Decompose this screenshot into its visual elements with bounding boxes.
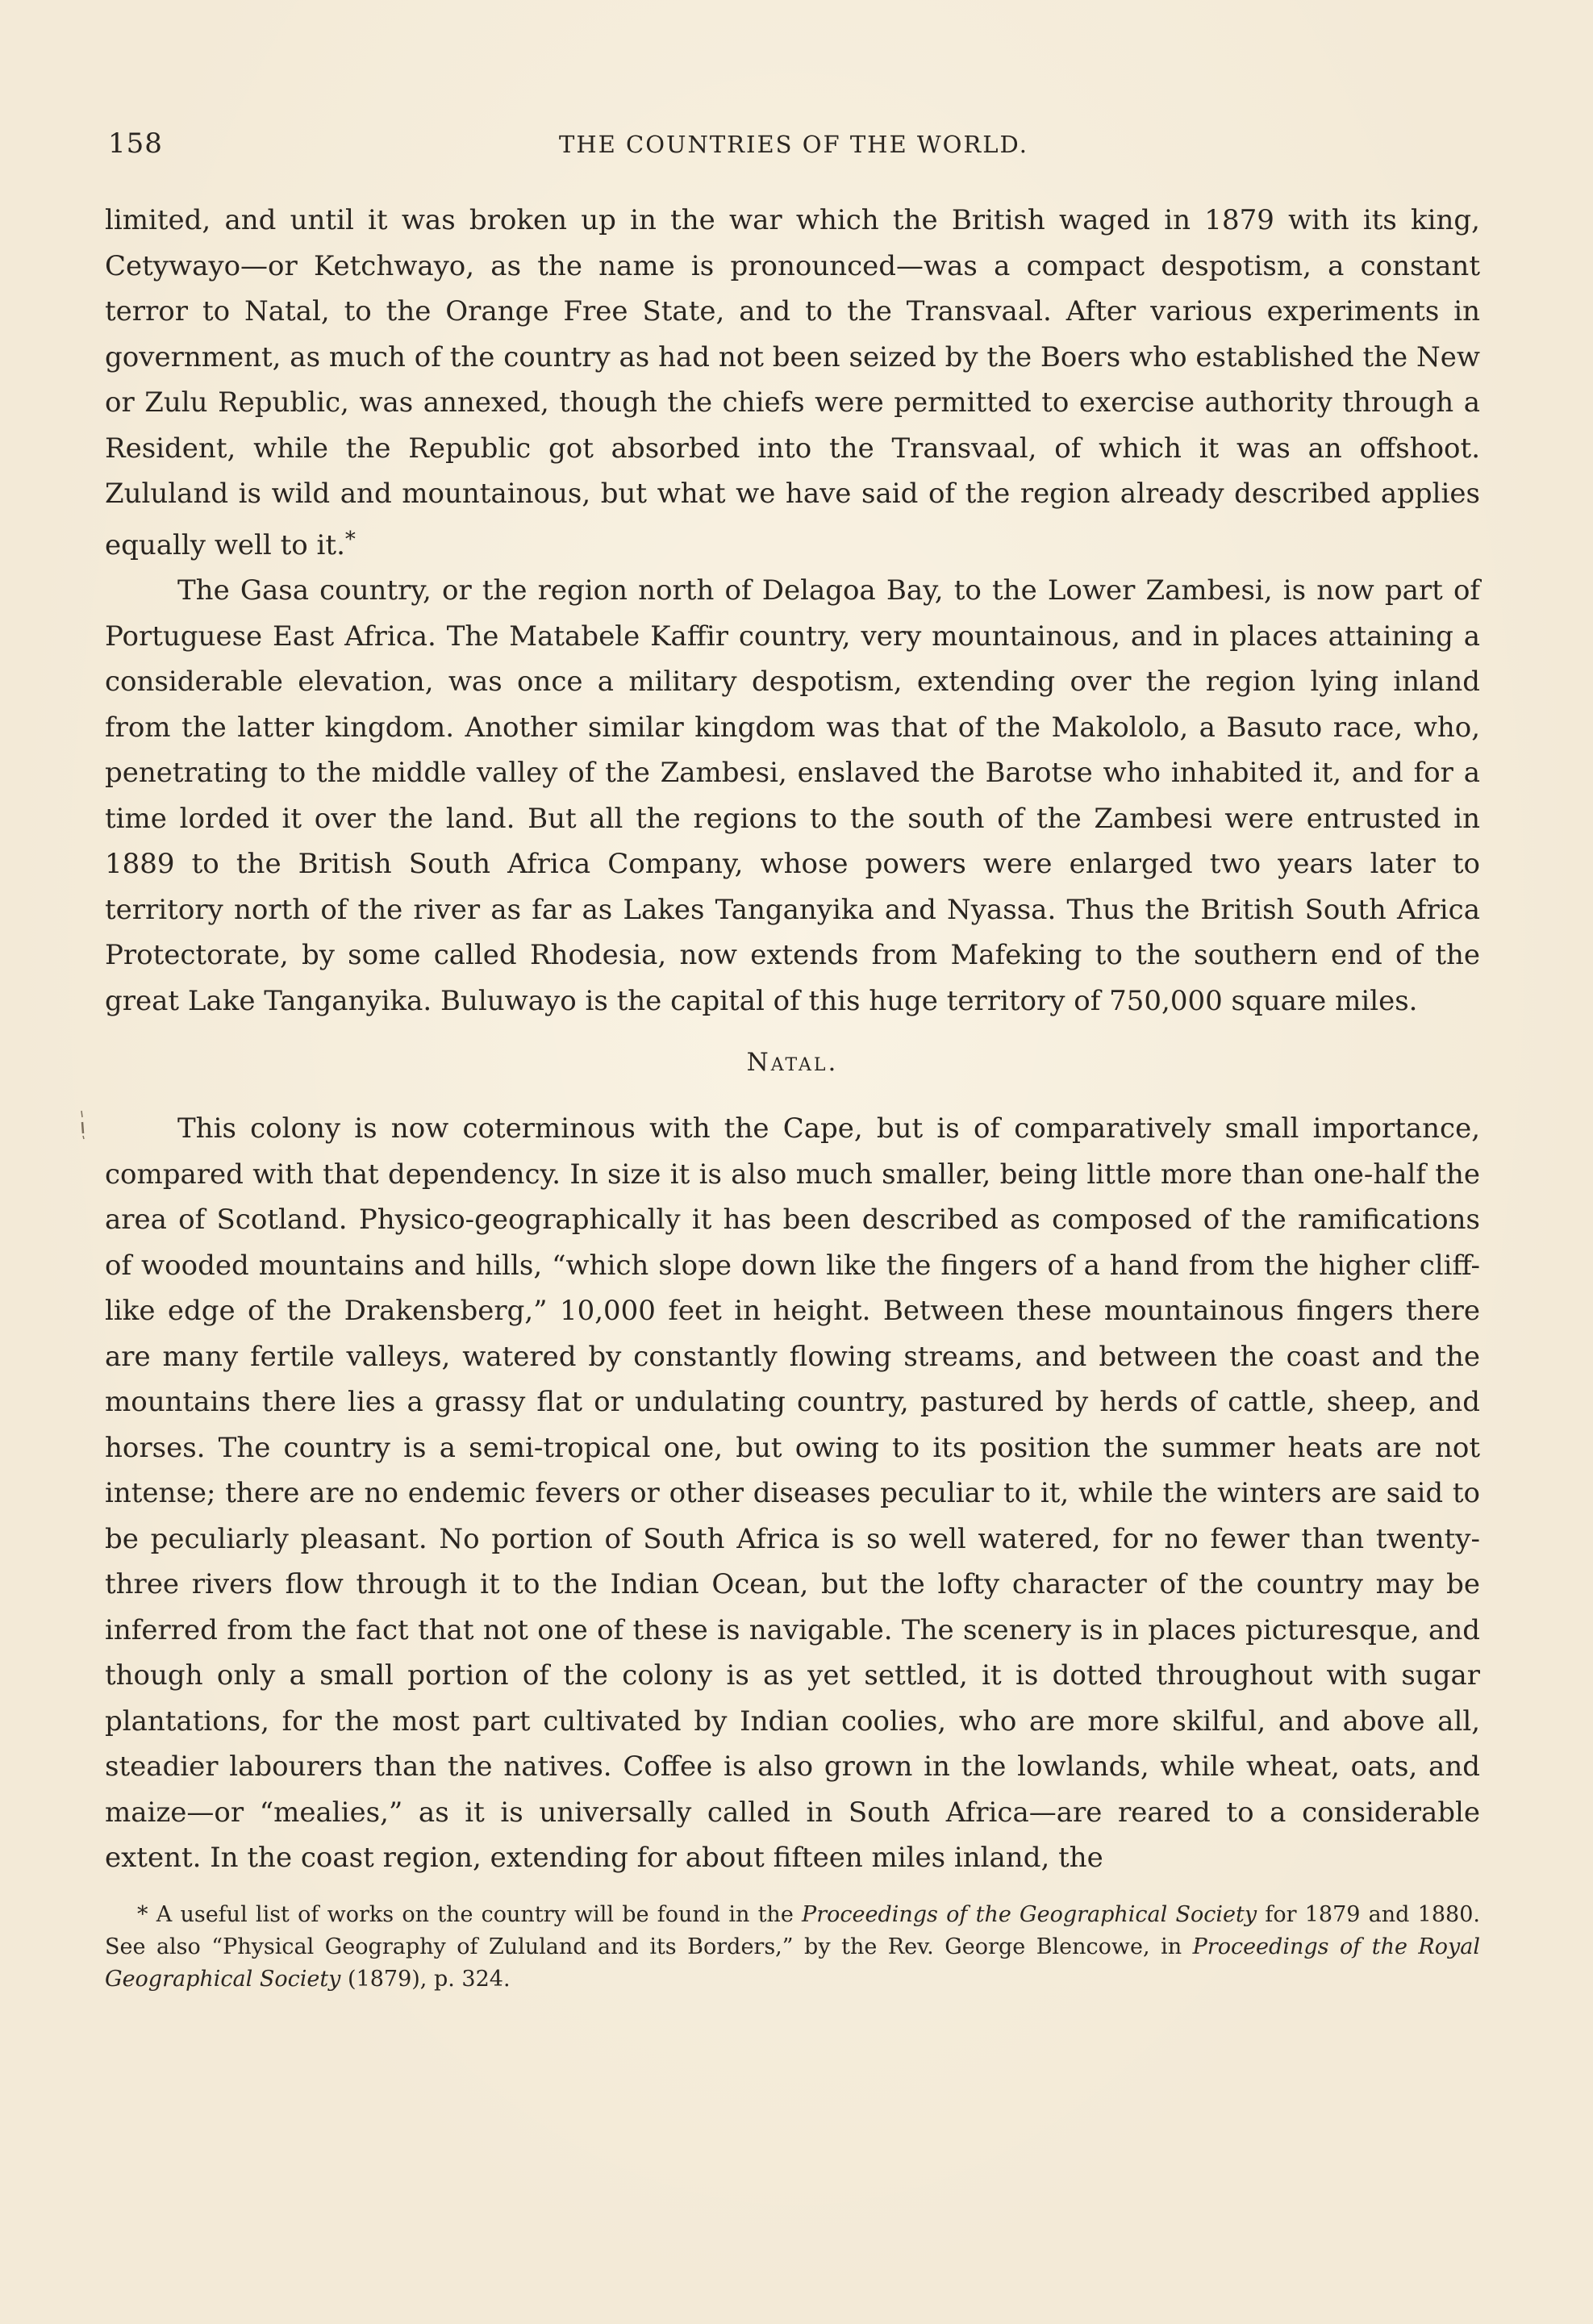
margin-pencil-mark [80,1109,86,1140]
paragraph-natal: This colony is now coterminous with the Cape, but is of comparatively small importance, compared with that dependency. In size it is also much smaller, being little more than one-half the area of Scotland. Physico-geographically it has been described as composed of the ramifications of wooded mountains and hills, “which slope down like the fingers of a hand from the higher cliff-like edge of the Drakensberg,” 10,000 feet in height. Between these mountainous fingers there are many fertile valleys, watered by constantly flowing streams, and between the coast and the mountains there lies a grassy flat or undulating country, pastured by herds of cattle, sheep, and horses. The country is a semi-tropical one, but owing to its position the summer heats are not intense; there are no endemic fevers or other diseases peculiar to it, while the winters are said to be peculiarly pleasant. No portion of South Africa is so well watered, for no fewer than twenty-three rivers flow through it to the Indian Ocean, but the lofty character of the country may be inferred from the fact that not one of these is navigable. The scenery is in places picturesque, and though only a small portion of the colony is as yet settled, it is dotted throughout with sugar plantations, for the most part cultivated by Indian coolies, who are more skilful, and above all, steadier labourers than the natives. Coffee is also grown in the lowlands, while wheat, oats, and maize—or “mealies,” as it is universally called in South Africa—are reared to a considerable extent. In the coast region, extending for about fifteen miles inland, the [105,1112,1480,1874]
page-header [108,127,1479,160]
footnote-citation-1: Proceedings of the Geographical Society [802,1901,1257,1927]
footnote-marker: * [137,1901,148,1927]
page-body [105,198,1480,1996]
footnote-text-2: for 1879 and 1880. See also “Physical Geography of Zululand and its Borders,” by the Rev. George Blencowe, in [105,1901,1480,1959]
footnote-text-1: A useful list of works on the country will be found in the [156,1901,794,1927]
section-heading-natal: Natal. [746,1048,839,1077]
footnote-reference: * [344,527,356,552]
footnote [105,1899,1480,1996]
margin-mark-icon [80,1109,86,1140]
paragraph-zululand-text: limited, and until it was broken up in the war which the British waged in 1879 with its king, Cetywayo—or Ketchwayo, as the name is pronounced—was a compact despotism, a constant terror to Natal, to the Orange Free State, and to the Transvaal. After various experiments in government, as much of the country as had not been seized by the Boers who established the New or Zulu Republic, was annexed, though the chiefs were permitted to exercise authority through a Resident, while the Republic got absorbed into the Transvaal, of which it was an offshoot. Zululand is wild and mountainous, but what we have said of the region already described applies equally well to it. [105,204,1480,561]
footnote-citation-2: Proceedings of the Royal Geographical Society [105,1934,1480,1992]
paragraph-gasa-country: The Gasa country, or the region north of Delagoa Bay, to the Lower Zambesi, is now part of Portuguese East Africa. The Matabele Kaffir country, very mountainous, and in places attaining a considerable elevation, was once a military despotism, extending over the region lying inland from the latter kingdom. Another similar kingdom was that of the Makololo, a Basuto race, who, penetrating to the middle valley of the Zambesi, enslaved the Barotse who inhabited it, and for a time lorded it over the land. But all the regions to the south of the Zambesi were entrusted in 1889 to the British South Africa Company, whose powers were enlarged two years later to territory north of the river as far as Lakes Tanganyika and Nyassa. Thus the British South Africa Protectorate, by some called Rhodesia, now extends from Mafeking to the southern end of the great Lake Tanganyika. Buluwayo is the capital of this huge territory of 750,000 square miles. [105,574,1480,1017]
running-title: THE COUNTRIES OF THE WORLD. [559,131,1028,158]
page-number: 158 [108,127,163,160]
footnote-text-3: (1879), p. 324. [348,1966,511,1992]
paragraph-zululand [105,198,1480,568]
